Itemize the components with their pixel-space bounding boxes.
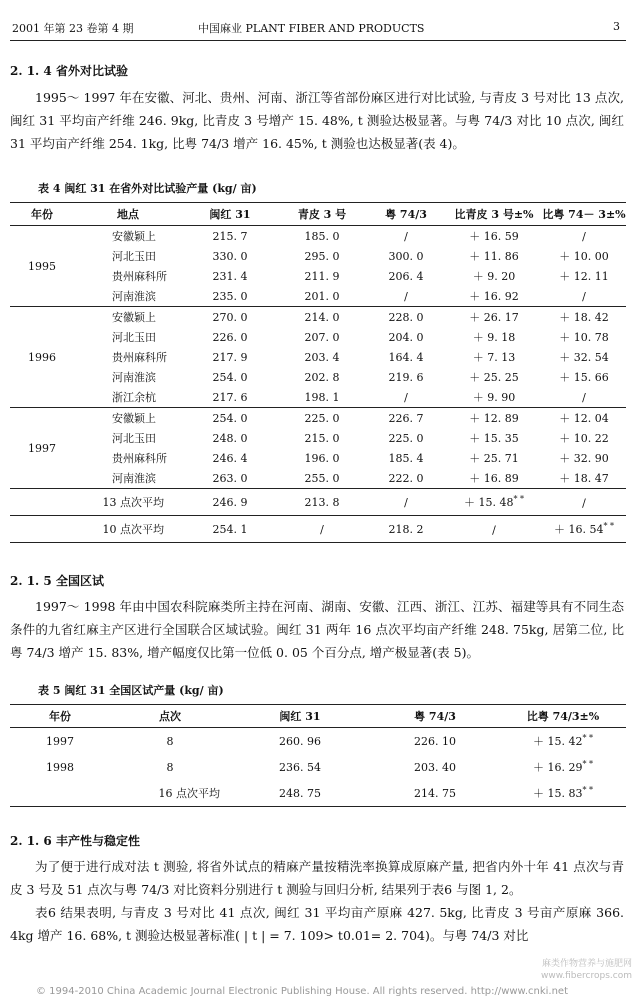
cell-percent	[500, 728, 626, 755]
cell-value: ＋ 11. 86	[469, 250, 519, 263]
table-header-row	[10, 203, 626, 226]
cell-value: ＋ 32. 90	[559, 452, 609, 465]
col-header: 闽红 31	[279, 710, 321, 723]
cell-label: 16 点次平均	[158, 787, 220, 800]
value-text: /	[492, 523, 496, 537]
cell-value: /	[542, 387, 626, 408]
cell-value: ＋ 7. 13	[472, 351, 516, 364]
cell-value: 300. 0	[388, 249, 424, 263]
cell-year: 1995	[10, 226, 74, 307]
cell-value	[278, 489, 366, 516]
cell-value: 219. 6	[388, 370, 424, 384]
value-text: ＋ 16. 54	[553, 523, 604, 536]
running-header	[8, 18, 626, 38]
cell-value: 263. 0	[182, 468, 278, 489]
cell-site: 贵州麻科所	[112, 270, 167, 283]
cell-site: 安徽颖上	[112, 230, 156, 243]
col-header: 闽红 31	[209, 208, 251, 221]
value-text: ＋ 15. 48	[463, 496, 514, 509]
table-row	[10, 408, 626, 429]
cell-site: 安徽颖上	[112, 412, 156, 425]
cell-value	[542, 516, 626, 543]
journal-name: 中国麻业 PLANT FIBER AND PRODUCTS	[198, 22, 425, 35]
cell-value: 185. 0	[304, 229, 340, 243]
cell-label: 10 点次平均	[102, 523, 164, 536]
cell-percent	[500, 754, 626, 780]
significance-mark: * *	[582, 785, 594, 795]
section-2-1-5-title: 2. 1. 5 全国区试	[10, 574, 104, 588]
table-row	[10, 266, 626, 286]
cell-value: 235. 0	[182, 286, 278, 307]
section-2-1-6-title: 2. 1. 6 丰产性与稳定性	[10, 834, 140, 848]
copyright-footer: © 1994-2010 China Academic Journal Electronic Publishing House. All rights reserved. http://www.cnki.net	[36, 986, 568, 997]
table-row	[10, 347, 626, 367]
cell-value	[366, 516, 446, 543]
cell-value: 330. 0	[212, 249, 248, 263]
cell-value: ＋ 15. 35	[469, 432, 519, 445]
table-row	[10, 226, 626, 247]
cell-value: /	[366, 286, 446, 307]
cell-value: 203. 40	[414, 760, 456, 774]
col-header: 青皮 3 号	[297, 208, 347, 221]
cell-value: ＋ 15. 66	[559, 371, 609, 384]
section-2-1-5-text	[10, 595, 624, 664]
value-text: /	[320, 522, 324, 536]
cell-value: 226. 0	[212, 330, 248, 344]
cell-value: ＋ 25. 25	[469, 371, 519, 384]
cell-value: 164. 4	[388, 350, 424, 364]
cell-value	[446, 489, 542, 516]
table-row-average	[10, 780, 626, 807]
col-header: 年份	[49, 710, 71, 723]
cell-site: 河南淮滨	[74, 286, 182, 307]
value-text: 246. 9	[212, 495, 248, 509]
col-header: 粤 74/3	[385, 208, 427, 221]
cell-site: 河南淮滨	[112, 371, 156, 384]
section-2-1-4-text	[10, 86, 624, 155]
value-text: 213. 8	[304, 495, 340, 509]
cell-value: /	[404, 229, 408, 243]
cell-year: 1996	[10, 307, 74, 408]
table-header-row	[10, 705, 626, 728]
table-row	[10, 286, 626, 307]
table-row	[10, 728, 626, 755]
cell-value: 196. 0	[304, 451, 340, 465]
cell-value: 248. 0	[212, 431, 248, 445]
col-header: 比粤 74/3±%	[526, 710, 600, 723]
page-number: 3	[613, 20, 620, 33]
cell-value: 236. 54	[279, 760, 321, 774]
cell-value: ＋ 10. 22	[559, 432, 609, 445]
paragraph: 为了便于进行成对法 t 测验, 将省外试点的精麻产量按精洗率换算成原麻产量, 把省内外十年 41 点次与青皮 3 号及 51 点次与粤 74/3 对比资料分别进行 t 测验与回归分析, 结果列于表6 与图 1, 2。	[10, 859, 624, 897]
cell-value: ＋ 16. 59	[469, 230, 519, 243]
cell-value: 204. 0	[388, 330, 424, 344]
cell-value: /	[542, 286, 626, 307]
table-row	[10, 468, 626, 489]
issue-info: 2001 年第 23 卷第 4 期	[12, 22, 134, 35]
cell-value	[366, 489, 446, 516]
significance-mark: * *	[513, 494, 525, 504]
table-5	[10, 704, 626, 807]
watermark-line: www.fibercrops.com	[541, 971, 632, 981]
cell-value: 203. 4	[304, 350, 340, 364]
table-row	[10, 387, 626, 408]
value-text: /	[582, 496, 586, 510]
cell-site: 浙江余杭	[74, 387, 182, 408]
cell-site: 河北玉田	[112, 331, 156, 344]
cell-value: 214. 0	[304, 310, 340, 324]
paragraph: 1997～ 1998 年由中国农科院麻类所主持在河南、湖南、安徽、江西、浙江、江苏、福建等具有不同生态条件的九省红麻主产区进行全国联合区域试验。闽红 31 两年 16 点次平均亩产纤维 248. 75kg, 居第二位, 比粤 74/3 增产 15. 83%, 增产幅度仅比第一位低 0. 05 个百分点, 增产极显著(表 5)。	[10, 599, 624, 660]
cell-value: 206. 4	[388, 269, 424, 283]
cell-site: 河南淮滨	[74, 468, 182, 489]
cell-value: 226. 7	[388, 411, 424, 425]
cell-value: ＋ 18. 47	[542, 468, 626, 489]
cell-value: ＋ 18. 42	[559, 311, 609, 324]
table-row	[10, 754, 626, 780]
cell-value: ＋ 16. 92	[446, 286, 542, 307]
cell-value: ＋ 10. 78	[559, 331, 609, 344]
cell-value: 226. 10	[414, 734, 456, 748]
cell-value: 255. 0	[278, 468, 366, 489]
cell-value	[446, 516, 542, 543]
cell-value: 225. 0	[304, 411, 340, 425]
cell-site: 贵州麻科所	[112, 351, 167, 364]
cell-count: 8	[166, 734, 174, 748]
section-2-1-4-title: 2. 1. 4 省外对比试验	[10, 64, 128, 78]
cell-value	[542, 489, 626, 516]
cell-value	[182, 489, 278, 516]
value-text: 254. 1	[212, 522, 248, 536]
cell-value: 202. 8	[304, 370, 340, 384]
cell-value: 248. 75	[279, 786, 321, 800]
table-row	[10, 327, 626, 347]
cell-value: 225. 0	[388, 431, 424, 445]
watermark-line: 麻类作物营养与施肥网	[541, 959, 632, 969]
cell-value: 214. 75	[414, 786, 456, 800]
cell-percent	[500, 780, 626, 807]
cell-value: ＋ 16. 89	[446, 468, 542, 489]
cell-value: 215. 7	[212, 229, 248, 243]
value-text: 218. 2	[388, 522, 424, 536]
cell-site: 河北玉田	[112, 432, 156, 445]
cell-year: 1997	[46, 734, 74, 748]
table-4-body	[10, 226, 626, 543]
significance-mark: * *	[582, 759, 594, 769]
header-rule	[10, 40, 626, 41]
col-header: 比粤 74－ 3±%	[542, 208, 626, 221]
cell-value: 215. 0	[304, 431, 340, 445]
cell-value: 254. 0	[212, 411, 248, 425]
table-row-average	[10, 516, 626, 543]
value-text: /	[404, 495, 408, 509]
cell-label: 13 点次平均	[102, 496, 164, 509]
cell-value	[182, 516, 278, 543]
col-header: 地点	[117, 208, 139, 221]
cell-year: 1997	[10, 408, 74, 489]
section-2-1-6-text	[10, 855, 624, 947]
cell-value: ＋ 12. 04	[559, 412, 609, 425]
cell-value: 217. 9	[212, 350, 248, 364]
cell-site: 安徽颖上	[112, 311, 156, 324]
cell-value: ＋ 26. 17	[469, 311, 519, 324]
cell-value: ＋ 25. 71	[469, 452, 519, 465]
cell-value: 185. 4	[388, 451, 424, 465]
table-4	[10, 202, 626, 543]
percent-value: ＋ 15. 42	[532, 735, 583, 748]
table-4-caption: 表 4 闽红 31 在省外对比试验产量 (kg/ 亩)	[38, 182, 257, 195]
col-header: 比青皮 3 号±%	[454, 208, 534, 221]
cell-value: 231. 4	[212, 269, 248, 283]
table-row	[10, 246, 626, 266]
cell-value: ＋ 10. 00	[559, 250, 609, 263]
cell-value: 217. 6	[182, 387, 278, 408]
cell-value: 207. 0	[304, 330, 340, 344]
col-header: 粤 74/3	[414, 710, 456, 723]
cell-value: 201. 0	[278, 286, 366, 307]
col-header: 年份	[31, 208, 53, 221]
significance-mark: * *	[582, 733, 594, 743]
table-row-average	[10, 489, 626, 516]
cell-value	[278, 516, 366, 543]
cell-site: 河北玉田	[112, 250, 156, 263]
cell-value: 254. 0	[212, 370, 248, 384]
cell-value: ＋ 12. 89	[469, 412, 519, 425]
paragraph: 表6 结果表明, 与青皮 3 号对比 41 点次, 闽红 31 平均亩产原麻 427. 5kg, 比青皮 3 号亩产原麻 366. 4kg 增产 16. 68%, t 测验达极显著标准( | t | = 7. 109> t0.01= 2. 704)。与粤 74/3 对比	[10, 905, 624, 943]
cell-count: 8	[166, 760, 174, 774]
cell-value: 260. 96	[279, 734, 321, 748]
cell-value: 270. 0	[212, 310, 248, 324]
cell-value: /	[366, 387, 446, 408]
cell-value: 295. 0	[304, 249, 340, 263]
table-row	[10, 428, 626, 448]
paragraph: 1995～ 1997 年在安徽、河北、贵州、河南、浙江等省部份麻区进行对比试验, 与青皮 3 号对比 13 点次, 闽红 31 平均亩产纤维 246. 9kg, 比青皮 3 号增产 15. 48%, t 测验达极显著。与粤 74/3 对比 10 点次, 闽红 31 平均亩产纤维 254. 1kg, 比粤 74/3 增产 16. 45%, t 测验也达极显著(表 4)。	[10, 90, 624, 151]
percent-value: ＋ 16. 29	[532, 761, 583, 774]
cell-value: ＋ 9. 90	[446, 387, 542, 408]
table-5-caption: 表 5 闽红 31 全国区试产量 (kg/ 亩)	[38, 684, 224, 697]
cell-value: 211. 9	[304, 269, 340, 283]
cell-value: /	[582, 229, 586, 243]
cell-value: 198. 1	[278, 387, 366, 408]
table-row	[10, 307, 626, 328]
percent-value: ＋ 15. 83	[532, 787, 583, 800]
cell-value: ＋ 9. 18	[472, 331, 516, 344]
site-watermark	[541, 958, 632, 982]
cell-value: 246. 4	[212, 451, 248, 465]
cell-value: ＋ 32. 54	[559, 351, 609, 364]
cell-value: ＋ 12. 11	[559, 270, 609, 283]
cell-value: ＋ 9. 20	[472, 270, 516, 283]
col-header: 点次	[159, 710, 181, 723]
table-row	[10, 448, 626, 468]
cell-year: 1998	[46, 760, 74, 774]
table-row	[10, 367, 626, 387]
cell-value: 222. 0	[366, 468, 446, 489]
significance-mark: * *	[603, 521, 615, 531]
cell-site: 贵州麻科所	[112, 452, 167, 465]
cell-value: 228. 0	[388, 310, 424, 324]
